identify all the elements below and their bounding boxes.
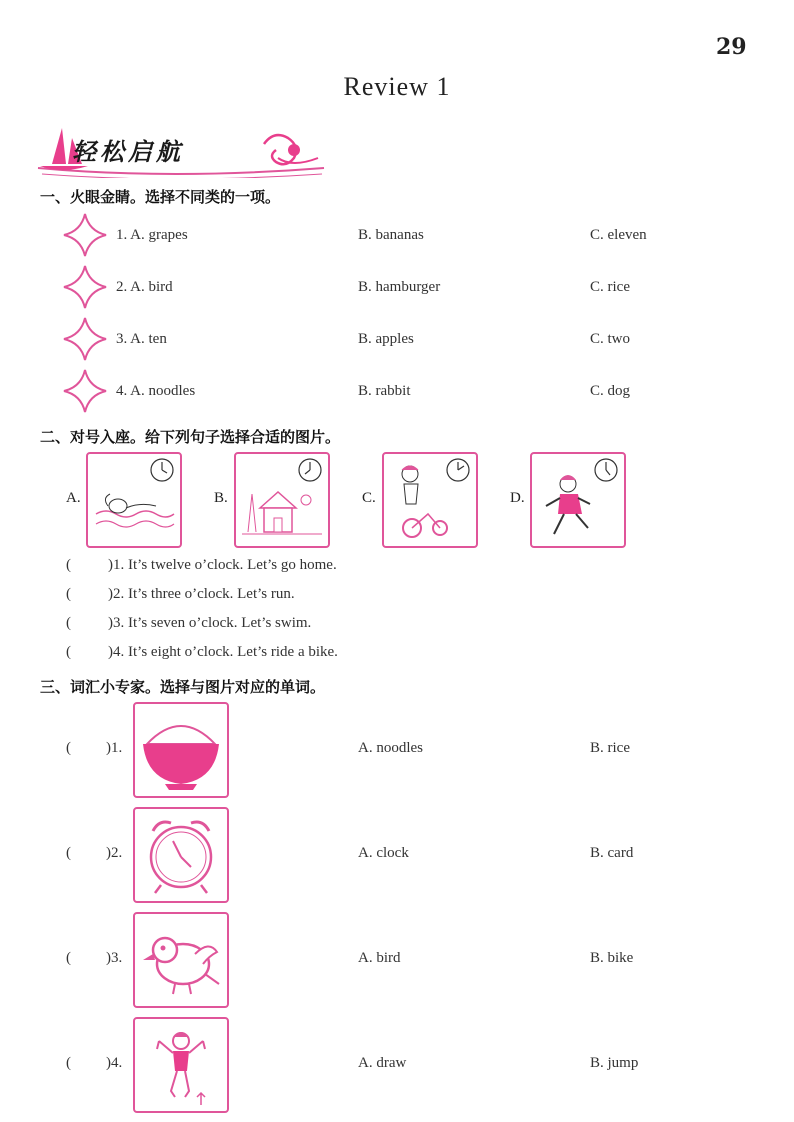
question-4-option-c: C. dog	[590, 383, 631, 399]
picture-label-b: B.	[214, 490, 228, 506]
sentence-3: )3. It’s seven o’clock. Let’s swim.	[108, 615, 312, 631]
picture-a	[86, 452, 182, 548]
answer-paren[interactable]: (	[66, 950, 71, 966]
question-4-option-b: B. rabbit	[358, 383, 411, 399]
question-2-option-a: 2. A. bird	[116, 279, 173, 295]
picture-c	[382, 452, 478, 548]
item-3-number: )3.	[106, 950, 123, 966]
item-2-number: )2.	[106, 845, 123, 861]
item-1-option-a: A. noodles	[358, 740, 423, 756]
answer-paren[interactable]: (	[66, 557, 71, 573]
list-item	[62, 212, 108, 262]
question-2-option-b: B. hamburger	[358, 279, 441, 295]
picture-item-2	[133, 807, 229, 903]
item-1-option-b: B. rice	[590, 740, 630, 756]
question-3-option-b: B. apples	[358, 331, 414, 347]
picture-label-d: D.	[510, 490, 525, 506]
house-icon	[236, 454, 328, 546]
child-on-bike-icon	[384, 454, 476, 546]
picture-item-4	[133, 1017, 229, 1113]
picture-item-3	[133, 912, 229, 1008]
bird-icon	[135, 914, 227, 1006]
item-4-number: )4.	[106, 1055, 123, 1071]
answer-paren[interactable]: (	[66, 615, 71, 631]
list-item	[62, 368, 108, 418]
section2-heading: 二、对号入座。给下列句子选择合适的图片。	[40, 428, 341, 446]
picture-label-a: A.	[66, 490, 81, 506]
page-number: 29	[716, 34, 747, 60]
answer-paren[interactable]: (	[66, 740, 71, 756]
diamond-icon	[62, 264, 108, 310]
question-2-option-c: C. rice	[590, 279, 630, 295]
question-1-option-a: 1. A. grapes	[116, 227, 188, 243]
answer-paren[interactable]: (	[66, 845, 71, 861]
item-1-number: )1.	[106, 740, 123, 756]
sentence-1: )1. It’s twelve o’clock. Let’s go home.	[108, 557, 337, 573]
section3-heading: 三、词汇小专家。选择与图片对应的单词。	[40, 678, 326, 696]
item-3-option-b: B. bike	[590, 950, 634, 966]
banner-title: 轻松启航	[72, 138, 184, 166]
answer-paren[interactable]: (	[66, 1055, 71, 1071]
sentence-2: )2. It’s three o’clock. Let’s run.	[108, 586, 295, 602]
answer-paren[interactable]: (	[66, 644, 71, 660]
item-3-option-a: A. bird	[358, 950, 401, 966]
alarm-clock-icon	[135, 809, 227, 901]
diamond-icon	[62, 368, 108, 414]
item-2-option-a: A. clock	[358, 845, 409, 861]
running-child-icon	[532, 454, 624, 546]
swimming-child-icon	[88, 454, 180, 546]
question-3-option-c: C. two	[590, 331, 631, 347]
item-4-option-a: A. draw	[358, 1055, 407, 1071]
item-2-option-b: B. card	[590, 845, 634, 861]
item-4-option-b: B. jump	[590, 1055, 639, 1071]
picture-item-1	[133, 702, 229, 798]
list-item	[62, 316, 108, 366]
list-item	[62, 264, 108, 314]
jumping-child-icon	[135, 1019, 227, 1111]
picture-b	[234, 452, 330, 548]
question-3-option-a: 3. A. ten	[116, 331, 167, 347]
answer-paren[interactable]: (	[66, 586, 71, 602]
question-4-option-a: 4. A. noodles	[116, 383, 196, 399]
diamond-icon	[62, 316, 108, 362]
picture-label-c: C.	[362, 490, 376, 506]
diamond-icon	[62, 212, 108, 258]
question-1-option-b: B. bananas	[358, 227, 424, 243]
page-title: Review 1	[343, 72, 451, 101]
section1-heading: 一、火眼金睛。选择不同类的一项。	[40, 188, 281, 206]
picture-d	[530, 452, 626, 548]
sentence-4: )4. It’s eight o’clock. Let’s ride a bike.	[108, 644, 338, 660]
question-1-option-c: C. eleven	[590, 227, 647, 243]
rice-bowl-icon	[135, 704, 227, 796]
